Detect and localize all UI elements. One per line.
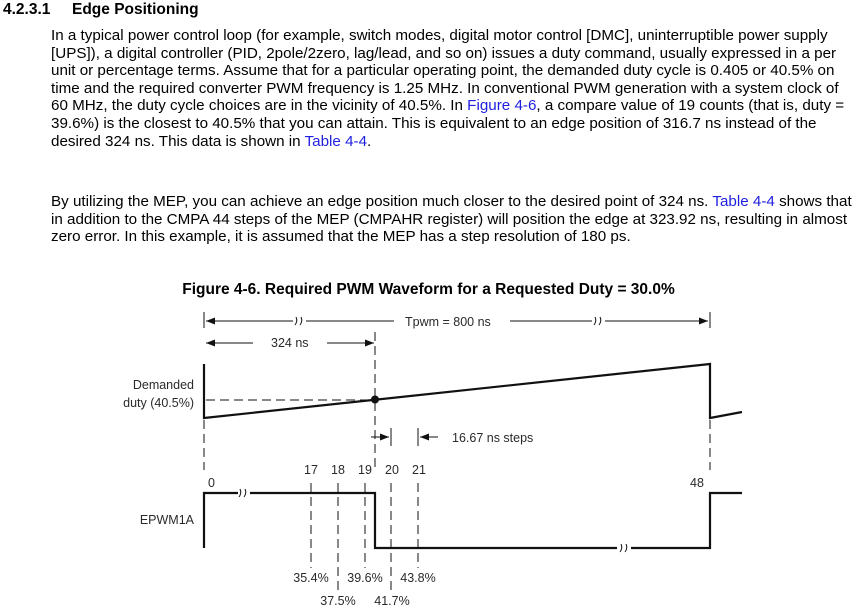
edge-time-label: 324 ns: [271, 336, 309, 350]
edge-arrow-right: [365, 340, 374, 347]
paragraph-2: [51, 193, 857, 246]
section-title: Edge Positioning: [72, 1, 199, 18]
section-heading: [3, 0, 199, 19]
duty-label-39-6: 39.6%: [347, 571, 383, 585]
epwm1a-pulse: [250, 493, 617, 548]
demanded-label-line1: Demanded: [132, 378, 194, 392]
epwm-break-mark-1: [239, 489, 246, 497]
pwm-waveform-figure: [0, 300, 857, 610]
step-arrow-left-head: [380, 434, 389, 441]
section-number: 4.2.3.1: [3, 1, 51, 18]
tpwm-arrow-left: [206, 318, 215, 325]
count-label-17: 17: [304, 463, 318, 477]
count-end-label: 48: [690, 476, 704, 490]
paragraph-2-text-a: By utilizing the MEP, you can achieve an edge position much closer to the desired point of 324 ns.: [51, 193, 713, 210]
steps-label: 16.67 ns steps: [452, 431, 534, 445]
table-4-4-link[interactable]: Table 4-4: [304, 132, 368, 150]
table-4-4-link-2[interactable]: Table 4-4: [712, 193, 775, 210]
count-label-18: 18: [331, 463, 345, 477]
count-label-21: 21: [412, 463, 426, 477]
tpwm-arrow-right: [699, 318, 708, 325]
tpwm-label: Tpwm = 800 ns: [405, 315, 491, 329]
duty-label-43-8: 43.8%: [400, 571, 436, 585]
demanded-label-line2: duty (40.5%): [123, 396, 194, 410]
counter-ramp: [204, 364, 742, 418]
tpwm-break-mark-1: [295, 317, 302, 325]
count-start-label: 0: [208, 476, 215, 490]
step-arrow-right-head: [420, 434, 429, 441]
duty-label-35-4: 35.4%: [293, 571, 329, 585]
count-label-19: 19: [358, 463, 372, 477]
epwm1a-high-a: [204, 493, 238, 548]
signal-label: EPWM1A: [139, 513, 194, 527]
paragraph-1-text-c: .: [367, 132, 372, 150]
paragraph-2-text-b: shows that in addition to the CMPA 44 steps of the MEP (CMPAHR register) will position the edge at 323.92 ns, resulting in almost zero error. In this example, it is assumed that the MEP has a step resolution of 180 ps.: [51, 193, 852, 246]
edge-arrow-left: [206, 340, 215, 347]
duty-label-41-7: 41.7%: [374, 594, 410, 608]
epwm-break-mark-2: [620, 544, 627, 552]
figure-4-6-link[interactable]: Figure 4-6: [467, 97, 537, 115]
paragraph-1: [51, 27, 857, 150]
figure-caption: Figure 4-6. Required PWM Waveform for a Requested Duty = 30.0%: [182, 281, 675, 298]
count-label-20: 20: [385, 463, 399, 477]
duty-label-37-5: 37.5%: [320, 594, 356, 608]
tpwm-break-mark-2: [594, 317, 601, 325]
paragraph-1-text-a: In a typical power control loop (for example, switch modes, digital motor control [DMC], uninterruptible power supply [UPS]), a digital controller (PID, 2pole/2zero, lag/lead, and so on) issues a duty command, usually expressed in a per unit or percentage terms. Assume that for a particular operating point, the demanded duty cycle is 0.405 or 40.5% on time and the required converter PWM frequency is 1.25 MHz. In conventional PWM generation with a system clock of 60 MHz, the duty cycle choices are in the vicinity of 40.5%. In: [51, 27, 839, 115]
epwm1a-low-b: [631, 493, 742, 548]
duty-intersection-dot: [371, 396, 379, 404]
paragraph-1-text-b: , a compare value of 19 counts (that is, duty = 39.6%) is the closest to 40.5% that you can attain. This is equivalent to an edge position of 316.7 ns instead of the desired 324 ns. This data is shown in: [51, 97, 845, 150]
